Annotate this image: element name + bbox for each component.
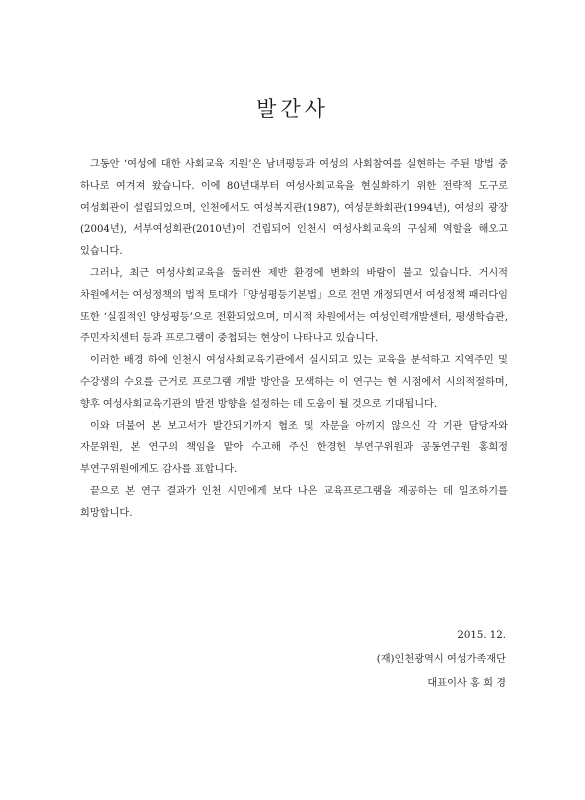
- page-title: 발간사: [256, 97, 329, 121]
- paragraph: 그동안 ‘여성에 대한 사회교육 지원’은 남녀평등과 여성의 사회참여를 실현하는 주된 방법 중 하나로 여겨져 왔습니다. 이에 80년대부터 여성사회교육을 현실화하기 위한 전략적 도구로 여성회관이 설립되었으며, 인천에서도 여성복지관(1987), 여성문화회관(1994년), 여성의 광장(2004년), 서부여성회관(2010년)이 건립되어 인천시 여성사회교육의 구심체 역할을 해오고 있습니다.: [80, 159, 508, 258]
- paragraph: 이와 더불어 본 보고서가 발간되기까지 협조 및 자문을 아끼지 않으신 각 기관 담당자와 자문위원, 본 연구의 책임을 맡아 수고해 주신 한경헌 부연구위원과 공동연구원 홍희정 부연구위원에게도 감사를 표합니다.: [80, 420, 508, 476]
- publication-date: 2015. 12.: [457, 630, 506, 641]
- organization-name: (재)인천광역시 여성가족재단: [376, 654, 506, 665]
- paragraph: 그러나, 최근 여성사회교육을 둘러싼 제반 환경에 변화의 바람이 불고 있습니다. 거시적 차원에서는 여성정책의 법적 토대가「양성평등기본법」으로 전면 개정되면서 여성정책 패러다임 또한 ‘실질적인 양성평등’으로 전환되었으며, 미시적 차원에서는 여성인력개발센터, 평생학습관, 주민자치센터 등과 프로그램이 중첩되는 현상이 나타나고 있습니다.: [80, 267, 508, 345]
- paragraph: 끝으로 본 연구 결과가 인천 시민에게 보다 나은 교육프로그램을 제공하는 데 일조하기를 희망합니다.: [80, 485, 508, 519]
- signatory-name: 대표이사 홍 희 경: [427, 678, 506, 689]
- paragraph: 이러한 배경 하에 인천시 여성사회교육기관에서 실시되고 있는 교육을 분석하고 지역주민 및 수강생의 수요를 근거로 프로그램 개발 방안을 모색하는 이 연구는 현 시점에서 시의적절하며, 향후 여성사회교육기관의 발전 방향을 설정하는 데 도움이 될 것으로 기대됩니다.: [80, 355, 508, 410]
- foreword-body: [80, 154, 508, 525]
- signature-block: [377, 624, 506, 696]
